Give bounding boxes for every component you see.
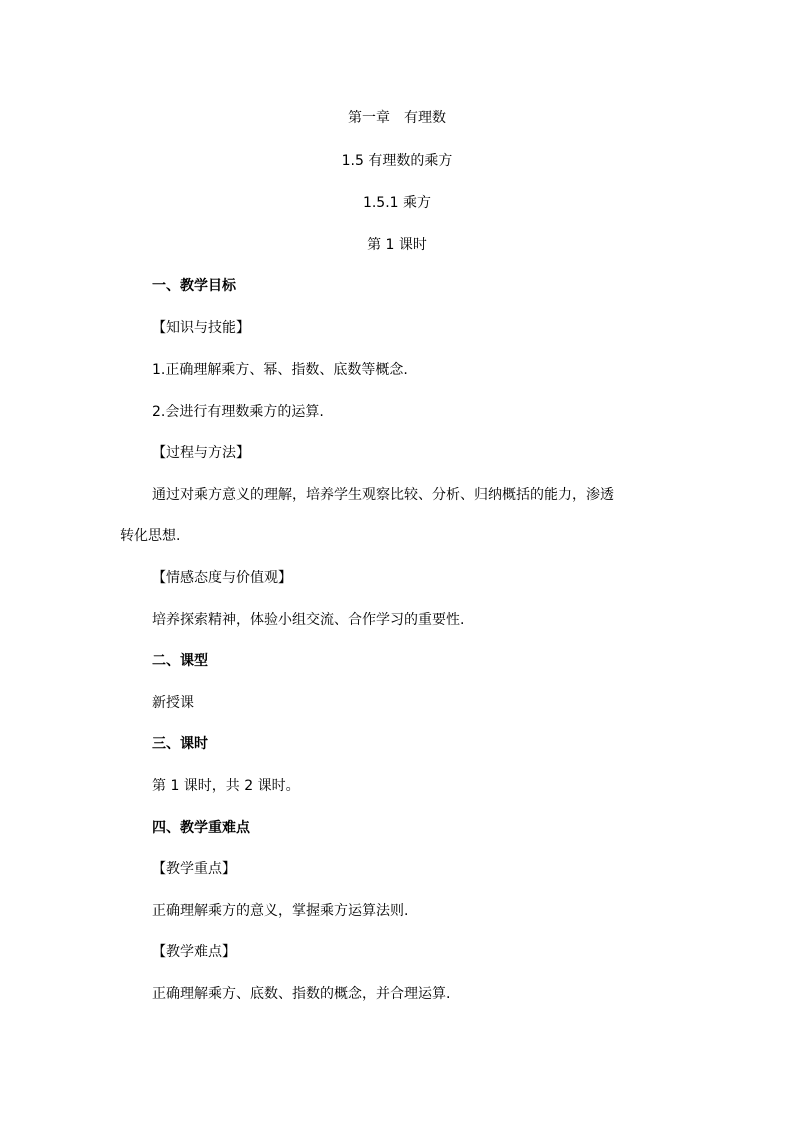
key-points-text: 正确理解乘方的意义，掌握乘方运算法则.: [152, 903, 409, 919]
section-heading-lesson-type: 二、课型: [152, 653, 208, 669]
knowledge-item-1: 1.正确理解乘方、幂、指数、底数等概念.: [152, 362, 408, 378]
subsection-title: 1.5.1 乘方: [362, 195, 432, 211]
emotion-values-text: 培养探索精神，体验小组交流、合作学习的重要性.: [152, 612, 465, 628]
process-method-heading: 【过程与方法】: [152, 445, 250, 461]
section-title: 1.5 有理数的乘方: [341, 153, 453, 169]
lesson-title: 第 1 课时: [367, 237, 427, 253]
knowledge-item-2: 2.会进行有理数乘方的运算.: [152, 404, 324, 420]
section-heading-key-difficult: 四、教学重难点: [152, 820, 250, 836]
difficult-points-text: 正确理解乘方、底数、指数的概念，并合理运算.: [152, 986, 451, 1002]
emotion-values-heading: 【情感态度与价值观】: [152, 570, 292, 586]
lesson-type-text: 新授课: [152, 695, 194, 711]
difficult-points-heading: 【教学难点】: [152, 944, 236, 960]
section-heading-periods: 三、课时: [152, 736, 208, 752]
periods-text: 第 1 课时，共 2 课时。: [152, 778, 300, 794]
section-heading-objectives: 一、教学目标: [152, 278, 236, 294]
process-paragraph-line-2: 转化思想.: [120, 528, 181, 544]
knowledge-skills-heading: 【知识与技能】: [152, 320, 250, 336]
process-paragraph-line-1: 通过对乘方意义的理解，培养学生观察比较、分析、归纳概括的能力，渗透: [152, 487, 614, 503]
chapter-title: 第一章 有理数: [348, 110, 446, 126]
key-points-heading: 【教学重点】: [152, 861, 236, 877]
